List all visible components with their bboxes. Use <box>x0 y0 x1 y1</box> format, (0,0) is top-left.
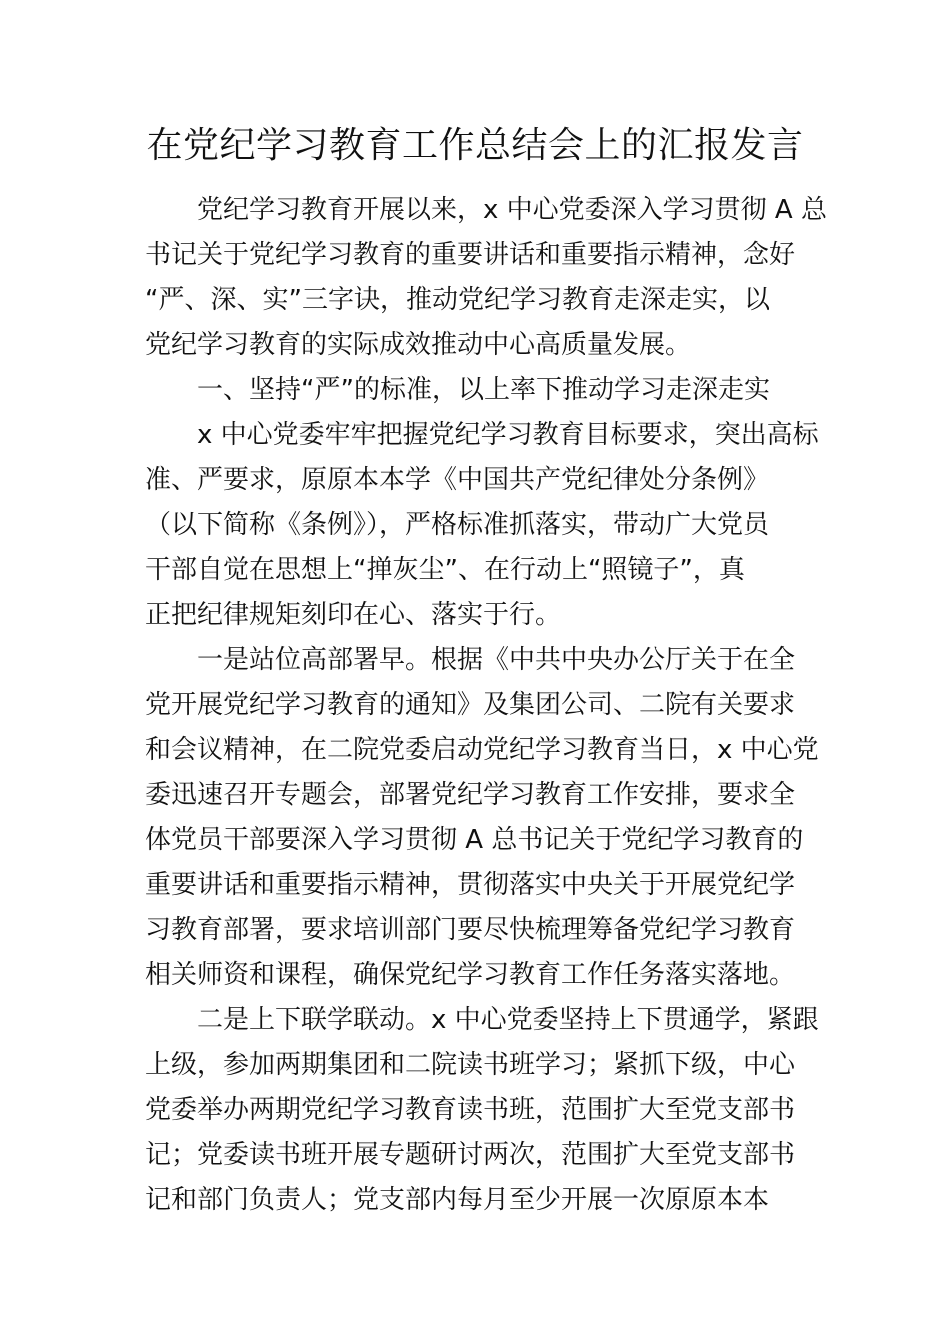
body-line: 党委举办两期党纪学习教育读书班，范围扩大至党支部书 <box>145 1095 796 1125</box>
body-line: 重要讲话和重要指示精神，贯彻落实中央关于开展党纪学 <box>145 870 796 900</box>
body-line: 体党员干部要深入学习贯彻 A 总书记关于党纪学习教育的 <box>145 825 804 855</box>
body-line: 一是站位高部署早。根据《中共中央办公厅关于在全 <box>197 645 796 675</box>
body-line: 党纪学习教育的实际成效推动中心高质量发展。 <box>145 330 692 360</box>
body-line: 和会议精神，在二院党委启动党纪学习教育当日，x 中心党 <box>145 735 819 765</box>
body-line: 党纪学习教育开展以来，x 中心党委深入学习贯彻 A 总 <box>197 195 827 225</box>
body-line: 党开展党纪学习教育的通知》及集团公司、二院有关要求 <box>145 690 796 720</box>
body-line: 二是上下联学联动。x 中心党委坚持上下贯通学，紧跟 <box>197 1005 819 1035</box>
section-heading: 一、坚持“严”的标准，以上率下推动学习走深走实 <box>197 375 770 405</box>
body-line: 上级，参加两期集团和二院读书班学习；紧抓下级，中心 <box>145 1050 796 1080</box>
body-line: 委迅速召开专题会，部署党纪学习教育工作安排，要求全 <box>145 780 796 810</box>
body-line: 正把纪律规矩刻印在心、落实于行。 <box>145 600 562 630</box>
body-line: 准、严要求，原原本本学《中国共产党纪律处分条例》 <box>145 465 770 495</box>
body-line: （以下简称《条例》），严格标准抓落实，带动广大党员 <box>145 510 770 540</box>
document-body <box>145 188 827 1223</box>
body-line: 相关师资和课程，确保党纪学习教育工作任务落实落地。 <box>145 960 796 990</box>
body-line: “严、深、实”三字诀，推动党纪学习教育走深走实，以 <box>145 285 770 315</box>
body-line: 干部自觉在思想上“掸灰尘”、在行动上“照镜子”，真 <box>145 555 745 585</box>
body-line: 记；党委读书班开展专题研讨两次，范围扩大至党支部书 <box>145 1140 796 1170</box>
body-line: 书记关于党纪学习教育的重要讲话和重要指示精神，念好 <box>145 240 796 270</box>
body-line: 记和部门负责人；党支部内每月至少开展一次原原本本 <box>145 1185 770 1215</box>
body-line: x 中心党委牢牢把握党纪学习教育目标要求，突出高标 <box>197 420 819 450</box>
document-title: 在党纪学习教育工作总结会上的汇报发言 <box>146 125 804 166</box>
body-line: 习教育部署，要求培训部门要尽快梳理筹备党纪学习教育 <box>145 915 796 945</box>
